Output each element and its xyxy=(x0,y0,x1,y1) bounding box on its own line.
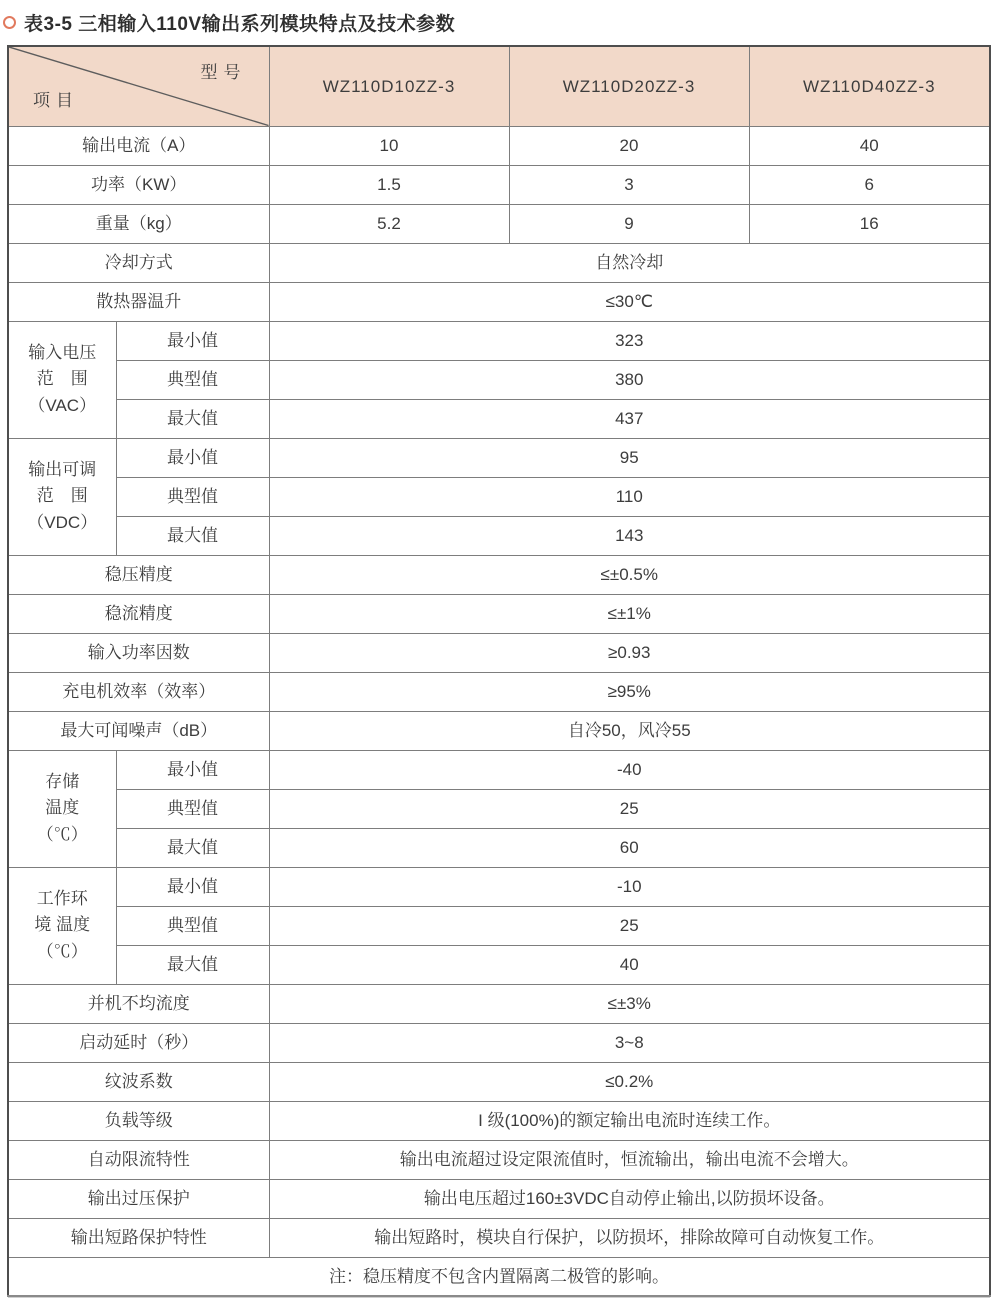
sublabel-working-temp-max: 最大值 xyxy=(116,945,269,984)
header-model-label: 型号 xyxy=(200,63,247,82)
value-output-current-2: 20 xyxy=(509,126,749,165)
row-storage-temp-max xyxy=(8,828,990,867)
label-weight: 重量（kg） xyxy=(8,204,269,243)
row-input-voltage-max xyxy=(8,399,990,438)
row-current-sharing xyxy=(8,984,990,1023)
row-input-voltage-typ xyxy=(8,360,990,399)
value-weight-1: 5.2 xyxy=(269,204,509,243)
group-line: 范 围 xyxy=(36,369,88,389)
footnote: 注：稳压精度不包含内置隔离二极管的影响。 xyxy=(8,1257,990,1296)
sublabel-input-voltage-max: 最大值 xyxy=(116,399,269,438)
row-noise xyxy=(8,711,990,750)
row-startup-delay xyxy=(8,1023,990,1062)
group-line: （VAC） xyxy=(28,395,97,415)
value-load-class: I 级(100%)的额定输出电流时连续工作。 xyxy=(269,1101,990,1140)
row-working-temp-max xyxy=(8,945,990,984)
row-cooling xyxy=(8,243,990,282)
label-output-current: 输出电流（A） xyxy=(8,126,269,165)
row-ripple xyxy=(8,1062,990,1101)
value-cooling: 自然冷却 xyxy=(269,243,990,282)
row-efficiency xyxy=(8,672,990,711)
row-input-voltage-min xyxy=(8,321,990,360)
value-short-circuit-protection: 输出短路时，模块自行保护，以防损坏，排除故障可自动恢复工作。 xyxy=(269,1218,990,1257)
header-row xyxy=(8,46,990,126)
label-power: 功率（KW） xyxy=(8,165,269,204)
label-cooling: 冷却方式 xyxy=(8,243,269,282)
row-output-range-min xyxy=(8,438,990,477)
value-working-temp-typ: 25 xyxy=(269,906,990,945)
row-power xyxy=(8,165,990,204)
row-output-current xyxy=(8,126,990,165)
label-noise: 最大可闻噪声（dB） xyxy=(8,711,269,750)
label-current-limit: 自动限流特性 xyxy=(8,1140,269,1179)
value-power-3: 6 xyxy=(749,165,990,204)
value-current-limit: 输出电流超过设定限流值时，恒流输出，输出电流不会增大。 xyxy=(269,1140,990,1179)
sublabel-working-temp-typ: 典型值 xyxy=(116,906,269,945)
value-weight-3: 16 xyxy=(749,204,990,243)
row-load-class xyxy=(8,1101,990,1140)
sublabel-output-range-min: 最小值 xyxy=(116,438,269,477)
value-voltage-accuracy: ≤±0.5% xyxy=(269,555,990,594)
value-output-range-min: 95 xyxy=(269,438,990,477)
value-output-range-typ: 110 xyxy=(269,477,990,516)
label-load-class: 负载等级 xyxy=(8,1101,269,1140)
diagonal-divider-line xyxy=(9,47,269,126)
row-working-temp-min xyxy=(8,867,990,906)
value-output-range-max: 143 xyxy=(269,516,990,555)
group-line: 存储 xyxy=(45,771,80,791)
page-title: 表3-5 三相输入110V输出系列模块特点及技术参数 xyxy=(24,14,456,35)
row-power-factor xyxy=(8,633,990,672)
table-title-bar xyxy=(0,0,1000,36)
row-working-temp-typ xyxy=(8,906,990,945)
row-heatsink-rise xyxy=(8,282,990,321)
header-item-label: 项目 xyxy=(33,91,79,111)
column-header-model-1: WZ110D10ZZ-3 xyxy=(269,46,509,126)
diagonal-header-cell xyxy=(8,46,269,126)
sublabel-output-range-max: 最大值 xyxy=(116,516,269,555)
sublabel-storage-temp-typ: 典型值 xyxy=(116,789,269,828)
value-current-sharing: ≤±3% xyxy=(269,984,990,1023)
value-overvoltage-protection: 输出电压超过160±3VDC自动停止输出,以防损坏设备。 xyxy=(269,1179,990,1218)
row-storage-temp-typ xyxy=(8,789,990,828)
value-power-1: 1.5 xyxy=(269,165,509,204)
spec-table xyxy=(7,45,991,1297)
value-working-temp-max: 40 xyxy=(269,945,990,984)
row-output-range-max xyxy=(8,516,990,555)
value-heatsink-rise: ≤30℃ xyxy=(269,282,990,321)
label-efficiency: 充电机效率（效率） xyxy=(8,672,269,711)
label-short-circuit-protection: 输出短路保护特性 xyxy=(8,1218,269,1257)
group-line: （VDC） xyxy=(27,512,98,532)
column-header-model-3: WZ110D40ZZ-3 xyxy=(749,46,990,126)
value-ripple: ≤0.2% xyxy=(269,1062,990,1101)
sublabel-storage-temp-max: 最大值 xyxy=(116,828,269,867)
row-weight xyxy=(8,204,990,243)
value-weight-2: 9 xyxy=(509,204,749,243)
group-label-output-range xyxy=(8,438,116,555)
sublabel-storage-temp-min: 最小值 xyxy=(116,750,269,789)
label-power-factor: 输入功率因数 xyxy=(8,633,269,672)
label-current-sharing: 并机不均流度 xyxy=(8,984,269,1023)
group-line: 范 围 xyxy=(36,486,88,506)
circle-bullet-icon xyxy=(3,16,16,29)
column-header-model-2: WZ110D20ZZ-3 xyxy=(509,46,749,126)
group-line: 境 温度 xyxy=(34,915,91,935)
label-overvoltage-protection: 输出过压保护 xyxy=(8,1179,269,1218)
label-ripple: 纹波系数 xyxy=(8,1062,269,1101)
group-line: （℃） xyxy=(36,824,88,844)
sublabel-input-voltage-min: 最小值 xyxy=(116,321,269,360)
value-input-voltage-min: 323 xyxy=(269,321,990,360)
group-line: 工作环 xyxy=(36,888,88,908)
label-current-accuracy: 稳流精度 xyxy=(8,594,269,633)
group-line: 输入电压 xyxy=(28,342,97,362)
value-output-current-1: 10 xyxy=(269,126,509,165)
value-input-voltage-max: 437 xyxy=(269,399,990,438)
group-label-working-temp xyxy=(8,867,116,984)
value-noise: 自冷50，风冷55 xyxy=(269,711,990,750)
row-overvoltage-protection xyxy=(8,1179,990,1218)
value-power-factor: ≥0.93 xyxy=(269,633,990,672)
label-voltage-accuracy: 稳压精度 xyxy=(8,555,269,594)
row-current-accuracy xyxy=(8,594,990,633)
row-output-range-typ xyxy=(8,477,990,516)
value-storage-temp-min: -40 xyxy=(269,750,990,789)
label-heatsink-rise: 散热器温升 xyxy=(8,282,269,321)
label-startup-delay: 启动延时（秒） xyxy=(8,1023,269,1062)
value-current-accuracy: ≤±1% xyxy=(269,594,990,633)
value-output-current-3: 40 xyxy=(749,126,990,165)
value-efficiency: ≥95% xyxy=(269,672,990,711)
group-line: 温度 xyxy=(45,798,80,818)
group-label-storage-temp xyxy=(8,750,116,867)
value-startup-delay: 3~8 xyxy=(269,1023,990,1062)
row-short-circuit-protection xyxy=(8,1218,990,1257)
sublabel-input-voltage-typ: 典型值 xyxy=(116,360,269,399)
group-line: （℃） xyxy=(36,941,88,961)
row-storage-temp-min xyxy=(8,750,990,789)
group-label-input-voltage xyxy=(8,321,116,438)
value-power-2: 3 xyxy=(509,165,749,204)
sublabel-output-range-typ: 典型值 xyxy=(116,477,269,516)
value-input-voltage-typ: 380 xyxy=(269,360,990,399)
row-current-limit xyxy=(8,1140,990,1179)
value-working-temp-min: -10 xyxy=(269,867,990,906)
group-line: 输出可调 xyxy=(28,459,97,479)
sublabel-working-temp-min: 最小值 xyxy=(116,867,269,906)
value-storage-temp-typ: 25 xyxy=(269,789,990,828)
row-voltage-accuracy xyxy=(8,555,990,594)
note-row xyxy=(8,1257,990,1296)
value-storage-temp-max: 60 xyxy=(269,828,990,867)
